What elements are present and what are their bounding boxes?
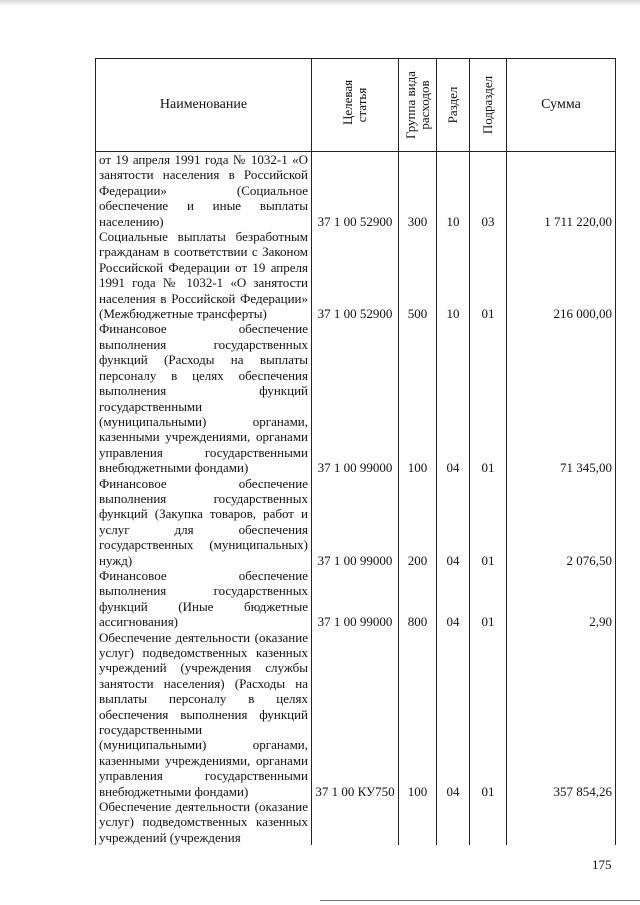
row-subsection: 01 — [470, 568, 507, 630]
row-target-article: 37 1 00 99000 — [312, 568, 399, 630]
row-expense-group: 500 — [399, 229, 437, 321]
header-section — [437, 59, 470, 152]
row-sum: 2 076,50 — [507, 476, 616, 568]
header-sum: Сумма — [507, 59, 616, 152]
row-sum: 216 000,00 — [507, 229, 616, 321]
row-subsection: 01 — [470, 476, 507, 568]
row-target-article — [312, 799, 399, 845]
row-expense-group: 100 — [399, 630, 437, 799]
row-sum: 2,90 — [507, 568, 616, 630]
header-subsection — [470, 59, 507, 152]
row-expense-group — [399, 799, 437, 845]
row-expense-group: 300 — [399, 152, 437, 230]
row-expense-group: 100 — [399, 321, 437, 475]
header-subsection-text: Подраздел — [480, 75, 495, 135]
row-section: 10 — [437, 152, 470, 230]
row-section: 04 — [437, 321, 470, 475]
row-subsection: 01 — [470, 630, 507, 799]
row-name: Финансовое обеспечение выполнения государственных функций (Расходы на выплаты персоналу в целях обеспечения выполнения функций государственными (муниципальными) органами, казенными учреждениями, органами управления государственными внебюджетными фондами) — [96, 321, 312, 475]
row-name: от 19 апреля 1991 года № 1032-1 «О занятости населения в Российской Федерации» (Социальное обеспечение и иные выплаты населению) — [96, 152, 312, 230]
row-subsection: 01 — [470, 229, 507, 321]
row-expense-group: 800 — [399, 568, 437, 630]
row-sum: 71 345,00 — [507, 321, 616, 475]
header-target-article-text: Целевая статья — [340, 79, 369, 125]
row-sum — [507, 799, 616, 845]
table-row — [96, 152, 616, 230]
header-section-text: Раздел — [445, 86, 460, 124]
table-row — [96, 799, 616, 845]
header-name: Наименование — [96, 59, 312, 152]
row-name: Обеспечение деятельности (оказание услуг) подведомственных казенных учреждений (учреждения службы занятости населения) (Расходы на выплаты персоналу в целях обеспечения выполнения функций государственными (муниципальными) органами, казенными учреждениями, органами управления государственными внебюджетными фондами) — [96, 630, 312, 799]
table-row — [96, 476, 616, 568]
table-row — [96, 630, 616, 799]
row-name: Социальные выплаты безработным гражданам в соответствии с Законом Российской Федерации от 19 апреля 1991 года № 1032-1 «О занятости населения в Российской Федерации» (Межбюджетные трансферты) — [96, 229, 312, 321]
row-target-article: 37 1 00 КУ750 — [312, 630, 399, 799]
table-header-row — [96, 59, 616, 152]
header-expense-group-text: Группа вида расходов — [402, 71, 432, 139]
row-target-article: 37 1 00 52900 — [312, 229, 399, 321]
row-section — [437, 799, 470, 845]
row-name: Финансовое обеспечение выполнения государственных функций (Закупка товаров, работ и услуг для обеспечения государственных (муниципальных) нужд) — [96, 476, 312, 568]
row-subsection: 01 — [470, 321, 507, 475]
row-target-article: 37 1 00 99000 — [312, 476, 399, 568]
table-row — [96, 568, 616, 630]
scan-edge-top — [0, 0, 640, 6]
row-sum: 1 711 220,00 — [507, 152, 616, 230]
row-target-article: 37 1 00 99000 — [312, 321, 399, 475]
row-name: Финансовое обеспечение выполнения государственных функций (Иные бюджетные ассигнования) — [96, 568, 312, 630]
header-expense-group — [399, 59, 437, 152]
table-row — [96, 321, 616, 475]
row-section: 10 — [437, 229, 470, 321]
row-sum: 357 854,26 — [507, 630, 616, 799]
page-number: 175 — [592, 857, 612, 872]
row-expense-group: 200 — [399, 476, 437, 568]
row-subsection: 03 — [470, 152, 507, 230]
row-name: Обеспечение деятельности (оказание услуг) подведомственных казенных учреждений (учреждения — [96, 799, 312, 845]
scan-edge-bottom — [320, 900, 640, 901]
budget-table — [95, 58, 616, 845]
row-section: 04 — [437, 630, 470, 799]
row-subsection — [470, 799, 507, 845]
row-section: 04 — [437, 476, 470, 568]
table-row — [96, 229, 616, 321]
row-target-article: 37 1 00 52900 — [312, 152, 399, 230]
header-target-article — [312, 59, 399, 152]
row-section: 04 — [437, 568, 470, 630]
